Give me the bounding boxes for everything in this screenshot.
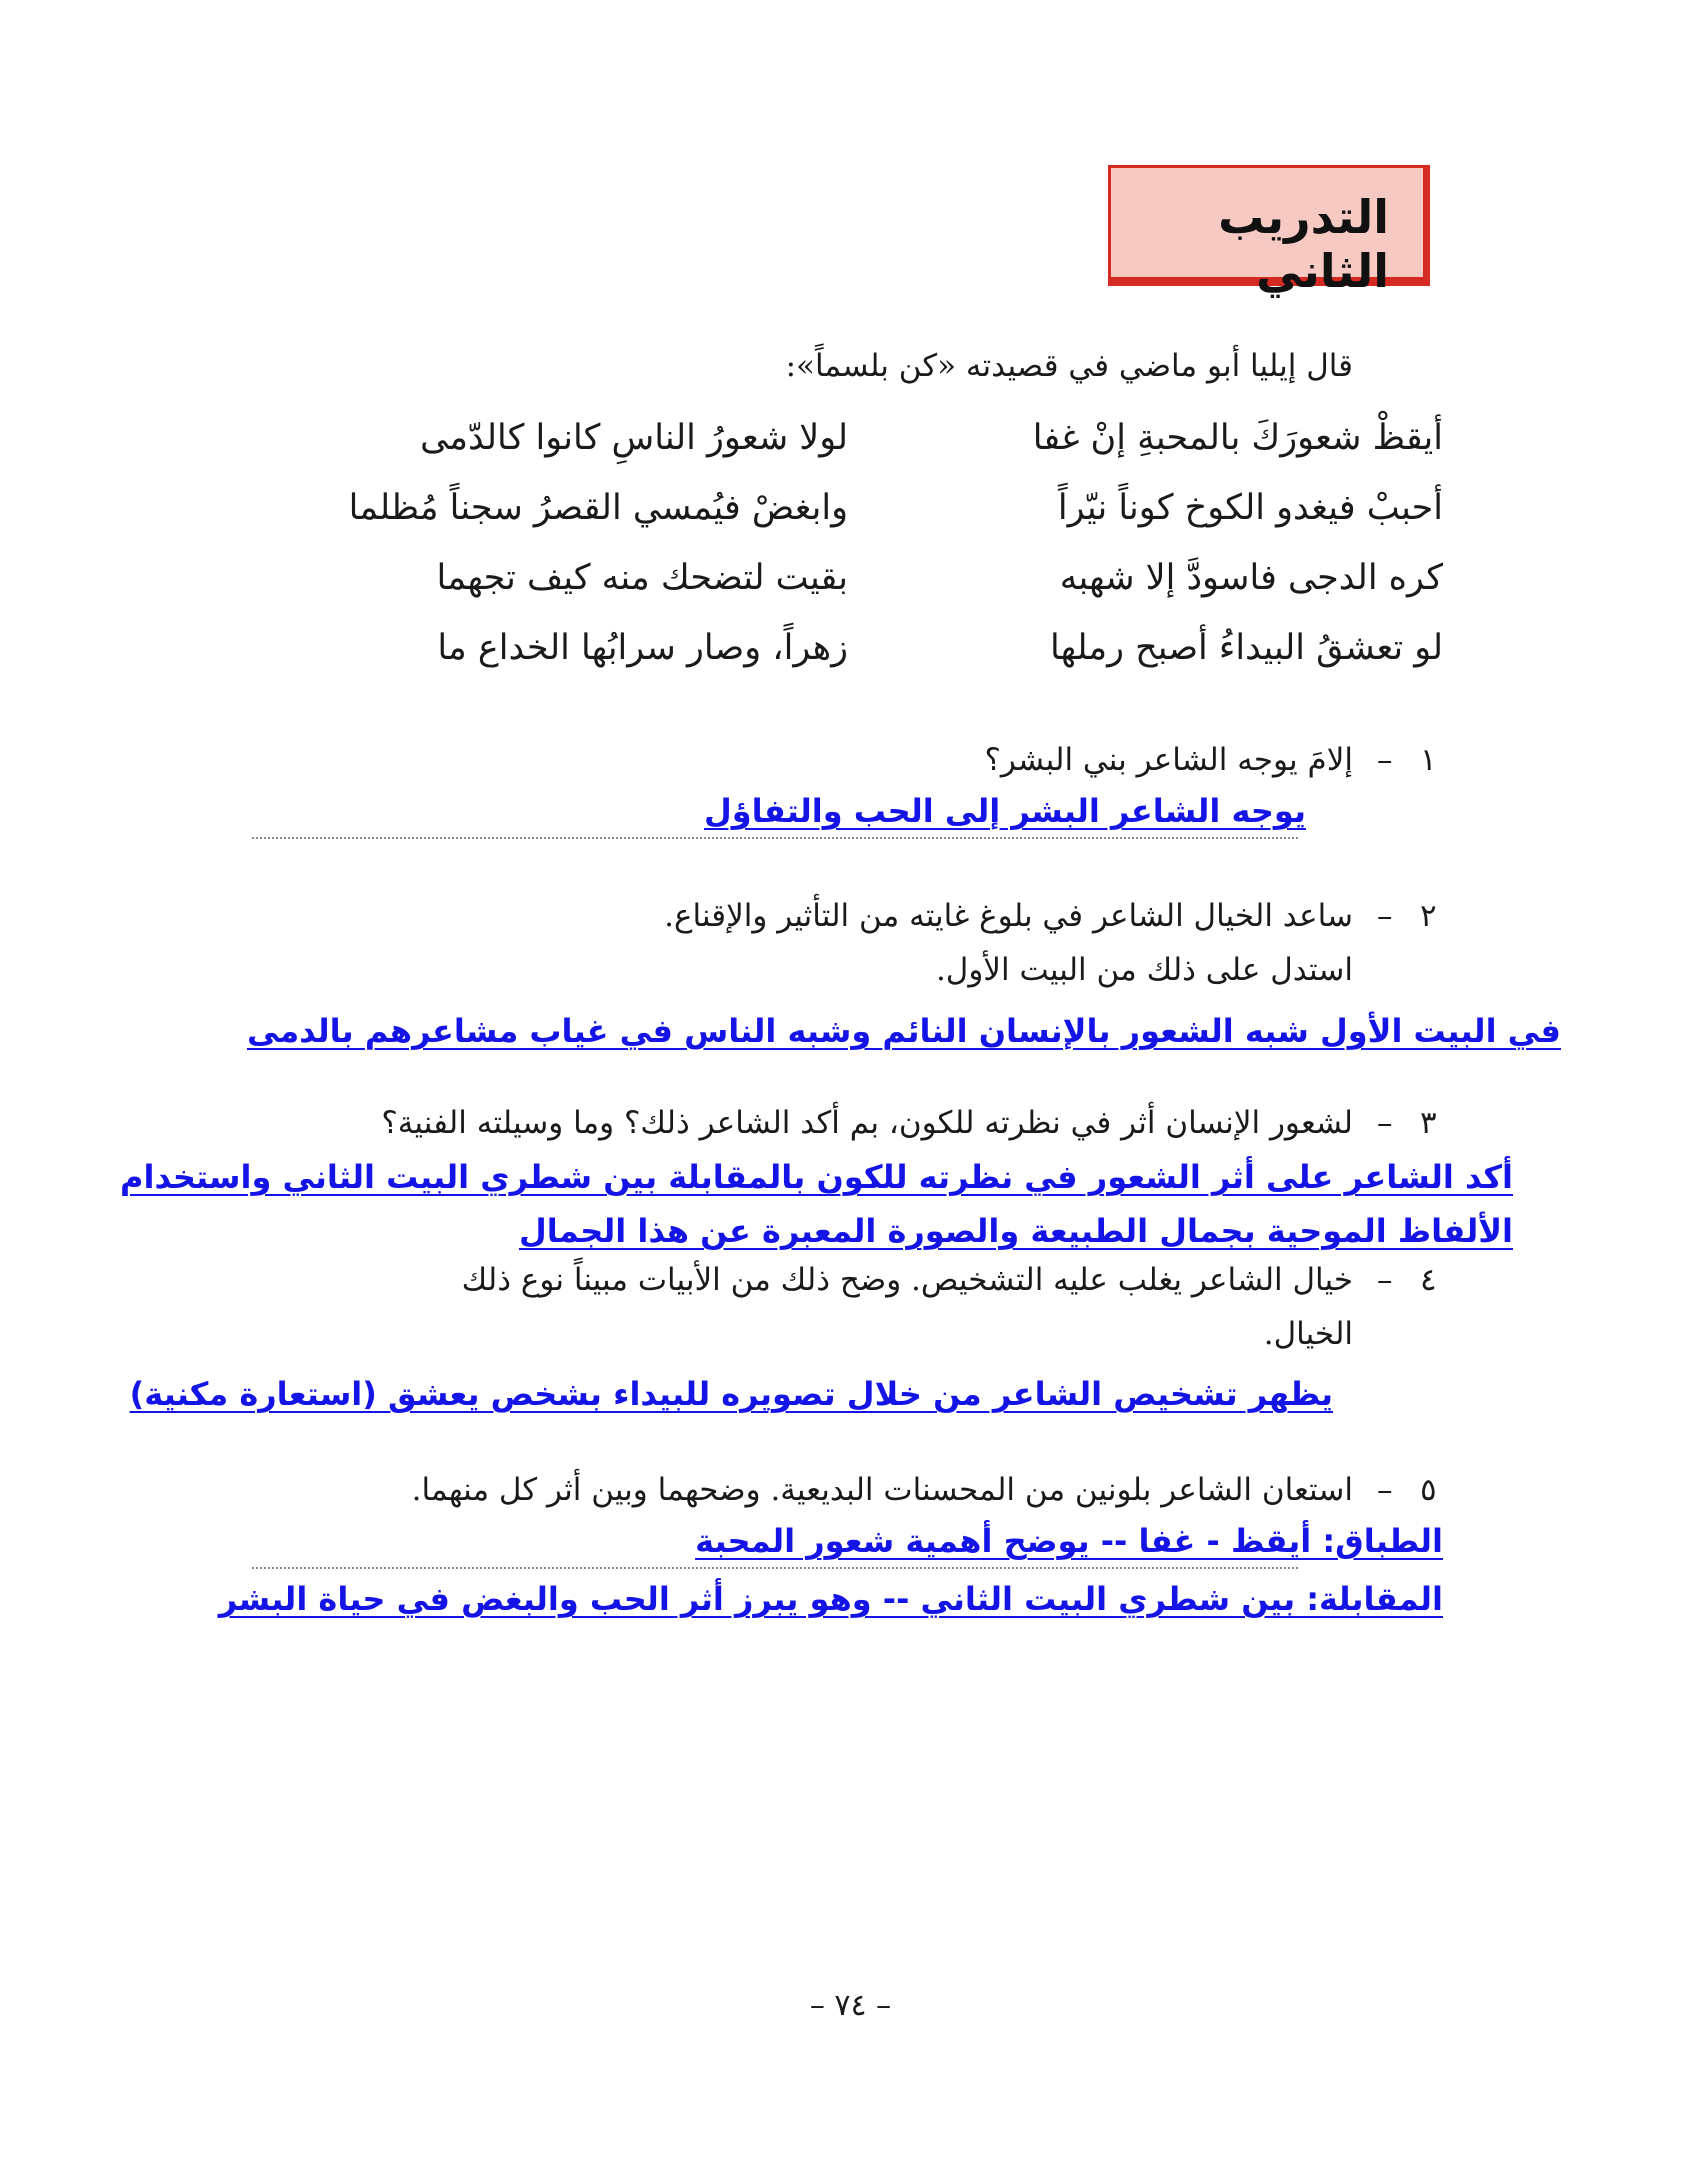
answer-2: في البيت الأول شبه الشعور بالإنسان النائم وشبه الناس في غياب مشاعرهم بالدمى: [246, 1012, 1561, 1050]
question-4-text-line-1: خيال الشاعر يغلب عليه التشخيص. وضح ذلك من الأبيات مبيناً نوع ذلك: [461, 1262, 1353, 1298]
question-1-number: ١: [1420, 742, 1437, 778]
question-1-dash: –: [1377, 742, 1393, 778]
verse-1-first: أيقظْ شعورَكَ بالمحبةِ إنْ غفا: [1032, 418, 1443, 458]
poem-intro: قال إيليا أبو ماضي في قصيدته «كن بلسماً»:: [785, 348, 1353, 384]
question-3-text: لشعور الإنسان أثر في نظرته للكون، بم أكد الشاعر ذلك؟ وما وسيلته الفنية؟: [381, 1105, 1353, 1141]
answer-1: يوجه الشاعر البشر إلى الحب والتفاؤل: [703, 792, 1306, 830]
answer-line-5: [252, 1567, 1298, 1569]
answer-4: يظهر تشخيص الشاعر من خلال تصويره للبيداء بشخص يعشق (استعارة مكنية): [129, 1375, 1333, 1413]
question-2-text-line-1: ساعد الخيال الشاعر في بلوغ غايته من التأثير والإقناع.: [664, 898, 1353, 934]
question-4-number: ٤: [1420, 1262, 1437, 1298]
question-5-number: ٥: [1420, 1472, 1437, 1508]
question-4-dash: –: [1377, 1262, 1393, 1298]
page-number: – ٧٤ –: [809, 1988, 892, 2023]
verse-2-second: وابغضْ فيُمسي القصرُ سجناً مُظلما: [348, 488, 848, 528]
question-4-text-line-2: الخيال.: [1263, 1316, 1353, 1352]
answer-line-1: [252, 837, 1298, 839]
question-3-number: ٣: [1420, 1105, 1437, 1141]
verse-4-second: زهراً، وصار سرابُها الخداع ما: [437, 628, 848, 668]
verse-2-first: أحببْ فيغدو الكوخ كوناً نيّراً: [1057, 488, 1443, 528]
question-2-number: ٢: [1420, 898, 1437, 934]
question-1-text: إلامَ يوجه الشاعر بني البشر؟: [984, 742, 1353, 778]
verse-4-first: لو تعشقُ البيداءُ أصبح رملها: [1050, 628, 1443, 668]
answer-5-line-2: المقابلة: بين شطري البيت الثاني -- وهو يبرز أثر الحب والبغض في حياة البشر: [218, 1580, 1443, 1618]
verse-3-first: كره الدجى فاسودَّ إلا شهبه: [1059, 558, 1443, 598]
exercise-title: التدريب الثاني: [1218, 190, 1389, 298]
verse-3-second: بقيت لتضحك منه كيف تجهما: [436, 558, 848, 598]
question-3-dash: –: [1377, 1105, 1393, 1141]
answer-5-line-1: الطباق: أيقظ - غفا -- يوضح أهمية شعور المحبة: [695, 1522, 1443, 1560]
question-2-dash: –: [1377, 898, 1393, 934]
exercise-title-box: [1108, 165, 1430, 298]
question-5-dash: –: [1377, 1472, 1393, 1508]
answer-3-line-1: أكد الشاعر على أثر الشعور في نظرته للكون بالمقابلة بين شطري البيت الثاني واستخدام: [120, 1158, 1513, 1196]
question-5-text: استعان الشاعر بلونين من المحسنات البديعية. وضحهما وبين أثر كل منهما.: [411, 1472, 1353, 1508]
question-2-text-line-2: استدل على ذلك من البيت الأول.: [935, 952, 1353, 988]
verse-1-second: لولا شعورُ الناسِ كانوا كالدّمى: [420, 418, 848, 458]
answer-3-line-2: الألفاظ الموحية بجمال الطبيعة والصورة المعبرة عن هذا الجمال: [518, 1212, 1513, 1250]
